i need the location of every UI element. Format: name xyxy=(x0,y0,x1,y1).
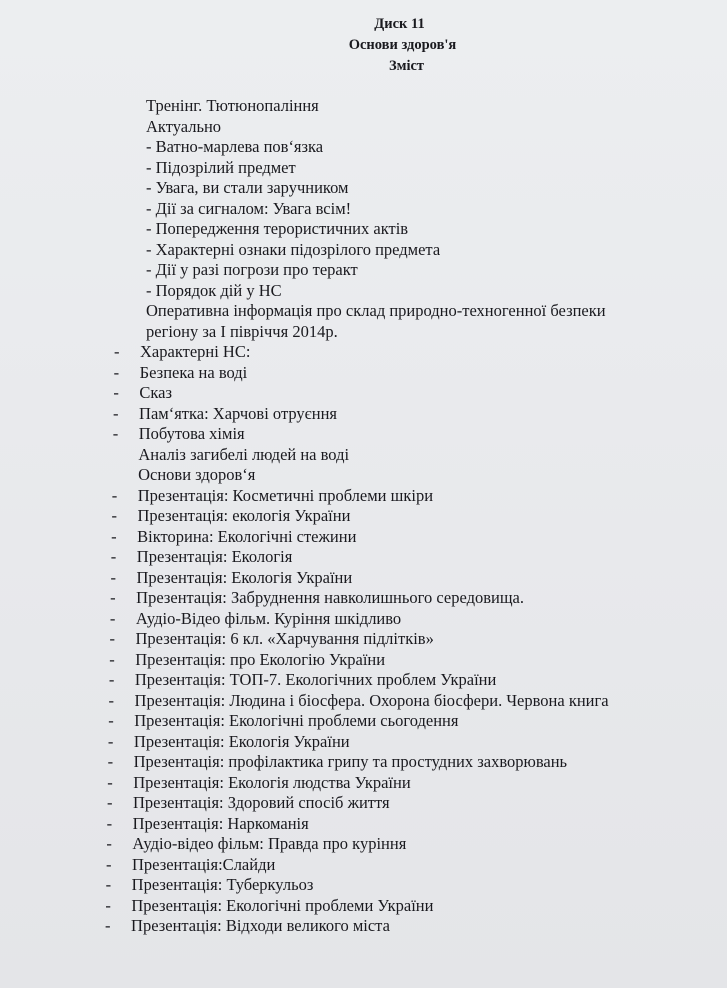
list-bullet: - xyxy=(108,711,114,730)
list-bullet: - xyxy=(113,362,120,382)
list-item xyxy=(0,691,727,712)
list-item xyxy=(0,834,727,855)
list-bullet: - xyxy=(105,875,112,894)
document-header xyxy=(0,14,727,77)
list-bullet: - xyxy=(113,383,119,402)
list-item xyxy=(0,629,727,650)
list-item-text: Презентація: Відходи великого міста xyxy=(131,916,390,935)
list-item xyxy=(0,875,727,896)
list-item xyxy=(0,178,727,199)
list-item-text: Презентація: 6 кл. «Харчування підлітків» xyxy=(135,629,434,648)
list-item xyxy=(0,609,727,630)
list-item xyxy=(0,117,727,138)
list-item-text: Презентація: Екологія України xyxy=(133,731,350,751)
list-item xyxy=(0,752,727,773)
list-bullet: - xyxy=(109,608,116,628)
list-bullet: - xyxy=(105,916,111,935)
list-item xyxy=(0,137,727,158)
list-bullet: - xyxy=(106,793,113,812)
list-bullet: - xyxy=(109,629,116,648)
list-item xyxy=(0,240,727,261)
list-item-text: Оперативна інформація про склад природно-техногенної безпеки xyxy=(146,301,606,320)
list-bullet: - xyxy=(106,834,112,853)
list-item xyxy=(0,158,727,179)
list-bullet: - xyxy=(107,752,114,771)
list-bullet: - xyxy=(107,731,114,751)
list-bullet: - xyxy=(107,772,113,792)
list-bullet: - xyxy=(114,342,120,361)
list-item-text: Вікторина: Екологічні стежини xyxy=(137,526,357,546)
list-bullet: - xyxy=(109,649,115,669)
list-item xyxy=(0,424,727,445)
list-item xyxy=(0,670,727,691)
list-item-text: - Дії у разі погрози про теракт xyxy=(146,260,358,279)
list-item-text: - Підозрілий предмет xyxy=(146,157,296,177)
list-item-text: регіону за І півріччя 2014р. xyxy=(146,321,338,341)
list-item-text: Презентація: Туберкульоз xyxy=(131,875,314,894)
list-bullet: - xyxy=(106,854,112,874)
list-item-text: - Ватно-марлева пов‘язка xyxy=(146,137,324,156)
list-item-text: Характерні НС: xyxy=(140,342,251,361)
list-item-text: Презентація: Людина і біосфера. Охорона біосфери. Червона книга xyxy=(134,690,609,710)
contents-title: Зміст xyxy=(388,58,425,74)
list-bullet: - xyxy=(113,403,119,423)
list-item-text: Презентація: Наркоманія xyxy=(132,813,309,833)
list-bullet: - xyxy=(105,895,111,915)
list-item-text: Презентація: Екологія України xyxy=(136,567,353,587)
contents-list xyxy=(0,96,727,937)
list-item-text: Презентація: про Екологію України xyxy=(135,649,386,669)
list-item xyxy=(0,855,727,876)
list-item-text: - Дії за сигналом: Увага всім! xyxy=(146,198,352,218)
list-bullet: - xyxy=(106,813,113,833)
list-item-text: Презентація: ТОП-7. Екологічних проблем України xyxy=(134,670,497,689)
list-item xyxy=(0,711,727,732)
disk-title: Диск 11 xyxy=(374,16,425,32)
list-item xyxy=(0,404,727,425)
list-item-text: - Попередження терористичних актів xyxy=(146,219,409,238)
list-item-text: Актуально xyxy=(146,116,222,136)
list-item-text: Безпека на воді xyxy=(139,362,248,382)
list-item-text: Презентація: екологія України xyxy=(137,506,351,525)
subject-title: Основи здоров'я xyxy=(348,37,457,53)
list-item xyxy=(0,896,727,917)
list-item-text: Тренінг. Тютюнопаління xyxy=(146,96,319,115)
list-item-text: Презентація:Слайди xyxy=(132,854,276,874)
list-bullet: - xyxy=(110,547,117,566)
list-item-text: Пам‘ятка: Харчові отруєння xyxy=(139,403,337,423)
list-bullet: - xyxy=(111,485,118,505)
list-item xyxy=(0,301,727,322)
list-item xyxy=(0,547,727,568)
list-item-text: - Порядок дій у НС xyxy=(146,280,282,300)
list-item xyxy=(0,773,727,794)
list-item-text: Аудіо-відео фільм: Правда про куріння xyxy=(132,834,407,853)
list-item xyxy=(0,568,727,589)
list-item xyxy=(0,588,727,609)
list-item-text: Презентація: Забруднення навколишнього середовища. xyxy=(136,588,525,607)
list-bullet: - xyxy=(111,526,117,546)
list-item-text: Презентація: Здоровий спосіб життя xyxy=(132,793,390,812)
list-item xyxy=(0,322,727,343)
list-item xyxy=(0,465,727,486)
list-item-text: Аналіз загибелі людей на воді xyxy=(138,444,350,464)
list-item xyxy=(0,916,727,937)
list-bullet: - xyxy=(112,424,119,443)
list-item-text: - Характерні ознаки підозрілого предмета xyxy=(146,239,441,259)
list-item xyxy=(0,650,727,671)
list-item xyxy=(0,260,727,281)
list-bullet: - xyxy=(108,670,115,689)
list-item-text: Побутова хімія xyxy=(138,424,245,443)
list-item xyxy=(0,199,727,220)
list-item-text: Презентація: Екологічні проблеми України xyxy=(131,895,434,915)
list-item xyxy=(0,219,727,240)
list-item-text: Презентація: Косметичні проблеми шкіри xyxy=(137,485,434,505)
list-bullet: - xyxy=(111,506,117,525)
list-item xyxy=(0,383,727,404)
list-item-text: Презентація: профілактика грипу та простудних захворювань xyxy=(133,752,568,771)
list-item xyxy=(0,527,727,548)
list-item xyxy=(0,363,727,384)
list-item-text: Аудіо-Відео фільм. Куріння шкідливо xyxy=(135,608,402,628)
list-item-text: Презентація: Екологія людства України xyxy=(133,772,411,792)
list-bullet: - xyxy=(108,690,115,710)
list-item-text: Презентація: Екологічні проблеми сьогодення xyxy=(134,711,459,730)
list-item-text: Сказ xyxy=(139,383,172,402)
list-item xyxy=(0,506,727,527)
list-item xyxy=(0,732,727,753)
list-item-text: - Увага, ви стали заручником xyxy=(146,178,349,197)
list-item xyxy=(0,793,727,814)
list-item xyxy=(0,445,727,466)
list-bullet: - xyxy=(110,567,116,587)
list-item xyxy=(0,281,727,302)
list-bullet: - xyxy=(110,588,116,607)
list-item xyxy=(0,814,727,835)
list-item xyxy=(0,342,727,363)
list-item xyxy=(0,96,727,117)
list-item xyxy=(0,486,727,507)
list-item-text: Презентація: Екологія xyxy=(136,547,293,566)
list-item-text: Основи здоров‘я xyxy=(138,465,256,484)
